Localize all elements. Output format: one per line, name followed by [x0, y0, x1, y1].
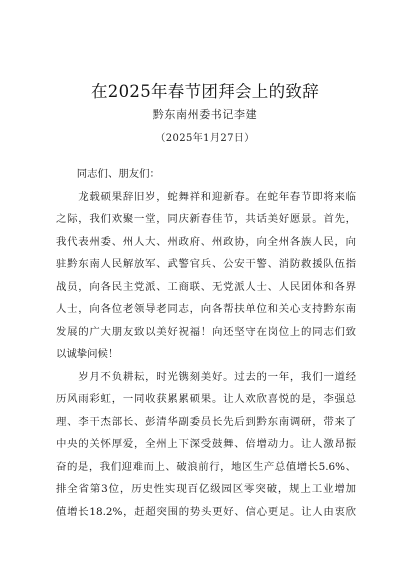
body-line: 排全省第3位，历史性实现百亿级园区零突破，规上工业增加: [56, 483, 356, 495]
body-line: 战员，向各民主党派、工商联、无党派人士、人民团体和各界: [56, 280, 356, 293]
body-line: 发展的广大朋友致以美好祝福！向还坚守在岗位上的同志们致: [56, 325, 356, 338]
document-body: [56, 163, 356, 523]
body-line: 人士，向各位老领导老同志，向各帮扶单位和关心支持黔东南: [56, 303, 356, 315]
body-line: 历风雨彩虹，一同收获累累硕果。让人欢欣喜悦的是，李强总: [56, 393, 356, 405]
body-line: 理、李干杰部长、彭清华副委员长先后到黔东南调研，带来了: [56, 415, 356, 428]
body-line: 岁月不负耕耘，时光镌刻美好。过去的一年，我们一道经: [56, 370, 356, 383]
body-line: 之际，我们欢聚一堂，同庆新春佳节，共话美好愿景。首先，: [56, 213, 356, 225]
body-line: 我代表州委、州人大、州政府、州政协，向全州各族人民，向: [56, 235, 356, 248]
body-line: 中央的关怀厚爱，全州上下深受鼓舞、倍增动力。让人激昂振: [56, 438, 356, 450]
body-line: 奋的是，我们迎难而上、破浪前行，地区生产总值增长5.6%、: [56, 460, 356, 473]
body-line: 驻黔东南人民解放军、武警官兵、公安干警、消防救援队伍指: [56, 258, 356, 270]
body-line: 龙载硕果辞旧岁，蛇舞祥和迎新春。在蛇年春节即将来临: [56, 190, 356, 203]
body-line: 以诚挚问候！: [56, 348, 119, 360]
document-title: 在2025年春节团拜会上的致辞: [91, 82, 319, 101]
salutation-line: 同志们、朋友们：: [56, 168, 160, 180]
document-author: 黔东南州委书记李建: [152, 108, 258, 121]
document-date: （2025年1月27日）: [155, 133, 255, 144]
body-line: 值增长18.2%，赶超突围的势头更好、信心更足。让人由衷欣: [56, 505, 356, 518]
